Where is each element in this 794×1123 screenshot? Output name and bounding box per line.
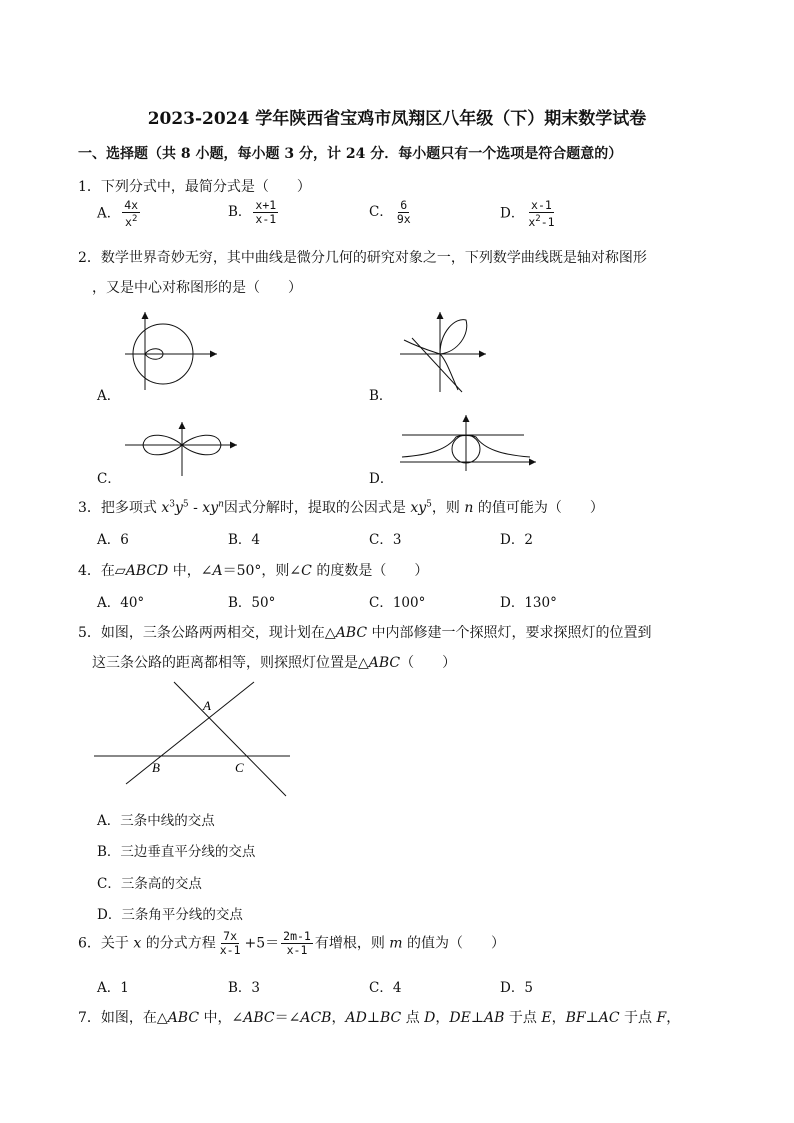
q2-figure-d: [400, 415, 540, 475]
q2-option-b-label: B．: [369, 388, 393, 404]
exam-title: 2023-2024 学年陕西省宝鸡市凤翔区八年级（下）期末数学试卷: [147, 109, 647, 129]
question-5-stem-line1: 5．如图，三条公路两两相交，现计划在△ABC 中内部修建一个探照灯，要求探照灯的位置到: [78, 625, 652, 641]
q3-option-a: A．6: [97, 532, 129, 548]
q5-option-b: B．三边垂直平分线的交点: [97, 844, 256, 860]
q3-option-b: B．4: [228, 532, 261, 548]
question-6-stem: 6．关于 x 的分式方程 $\frac{7x}{x-1}$ +5＝ $\frac{2m-1}{x-1}$ 有增根，则 m 的值为（ ）: [78, 929, 506, 957]
q6-option-c: C．4: [369, 980, 402, 996]
q4-option-c: C．100°: [369, 595, 426, 611]
question-7-stem: 7．如图，在△ABC 中，∠ABC＝∠ACB，AD⊥BC 点 D，DE⊥AB 于点 E，BF⊥AC 于点 F，: [78, 1010, 681, 1026]
q1-option-b: B． $\frac{x+1}{x-1}$: [228, 198, 277, 226]
q2-option-a-label: A．: [97, 388, 121, 404]
q4-option-d: D．130°: [500, 595, 557, 611]
q5-road-figure: [94, 680, 294, 800]
section-heading: 一、选择题（共 8 小题，每小题 3 分，计 24 分．每小题只有一个选项是符合题意的）: [78, 146, 623, 162]
q3-option-d: D．2: [500, 532, 533, 548]
q4-option-a: A．40°: [97, 595, 145, 611]
question-3-stem: 3．把多项式 $x^3y^5 - xy^n$因式分解时，提取的公因式是 $xy^5$，则 n 的值可能为（ ）: [78, 499, 604, 516]
q1-option-a: A． $\frac{4x}{x^2}$: [97, 198, 139, 229]
question-5-stem-line2: 这三条公路的距离都相等，则探照灯位置是△ABC（ ）: [92, 655, 457, 671]
q5-option-c: C．三条高的交点: [97, 876, 202, 892]
q2-figure-c: [125, 420, 245, 480]
q5-option-a: A．三条中线的交点: [97, 813, 215, 829]
q2-figure-a: [125, 312, 225, 392]
q6-option-b: B．3: [228, 980, 261, 996]
q2-option-d-label: D．: [369, 471, 394, 487]
question-2-stem-line2: ，又是中心对称图形的是（ ）: [92, 280, 302, 296]
q6-option-a: A．1: [97, 980, 129, 996]
q3-option-c: C．3: [369, 532, 402, 548]
q6-option-d: D．5: [500, 980, 533, 996]
q2-option-c-label: C．: [97, 471, 121, 487]
question-2-stem-line1: 2．数学世界奇妙无穷，其中曲线是微分几何的研究对象之一，下列数学曲线既是轴对称图形: [78, 250, 647, 266]
vertex-label-a: A: [203, 698, 211, 713]
q5-option-d: D．三条角平分线的交点: [97, 907, 243, 923]
q1-option-d: D． $\frac{x-1}{x^2-1}$: [500, 198, 555, 229]
q1-option-c: C． $\frac{6}{9x}$: [369, 198, 411, 226]
question-1-stem: 1．下列分式中，最简分式是（ ）: [78, 179, 311, 195]
question-4-stem: 4．在▱ABCD 中，∠A＝50°，则∠C 的度数是（ ）: [78, 563, 429, 579]
q4-option-b: B．50°: [228, 595, 276, 611]
vertex-label-b: B: [152, 760, 160, 775]
vertex-label-c: C: [235, 760, 244, 775]
q2-figure-b: [400, 312, 500, 392]
